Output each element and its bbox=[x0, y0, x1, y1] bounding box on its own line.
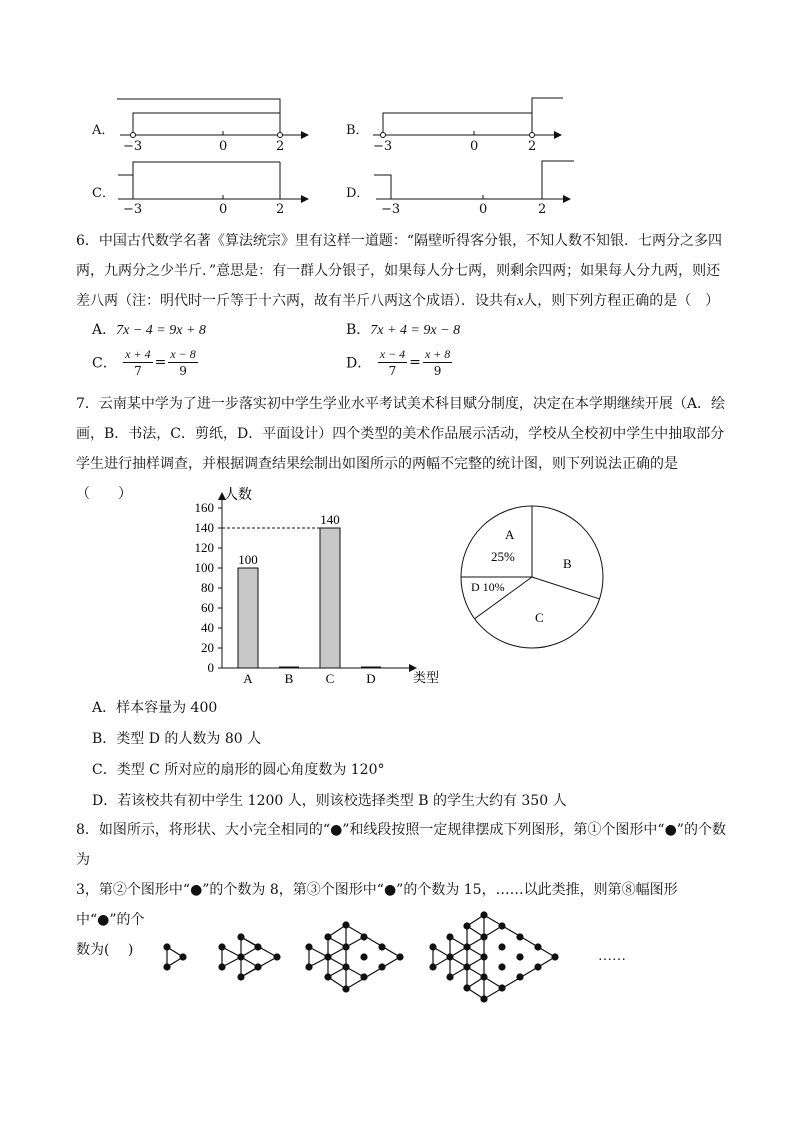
x-category-label: C bbox=[325, 671, 335, 686]
y-tick-label: 140 bbox=[194, 520, 214, 535]
tick-label: 0 bbox=[219, 202, 228, 217]
dot-pattern-figures bbox=[0, 905, 794, 1015]
tick-label: 0 bbox=[470, 139, 479, 154]
y-tick-label: 160 bbox=[194, 500, 214, 515]
y-tick-label: 60 bbox=[201, 600, 214, 615]
y-axis-label: 人数 bbox=[224, 488, 252, 503]
bar-c bbox=[320, 528, 340, 668]
tick-label: 0 bbox=[479, 202, 488, 217]
q7-option-d[interactable]: D．若该校共有初中学生 1200 人，则该校选择类型 B 的学生大约有 350 人 bbox=[92, 793, 567, 809]
q7-option-a[interactable]: A．样本容量为 400 bbox=[92, 700, 218, 716]
number-line-b bbox=[373, 98, 563, 138]
x-category-label: A bbox=[243, 671, 253, 686]
tick-label: 2 bbox=[276, 202, 285, 217]
y-tick-label: 0 bbox=[207, 660, 214, 675]
tick-label: 2 bbox=[538, 202, 547, 217]
y-tick-label: 100 bbox=[194, 560, 214, 575]
y-tick-label: 80 bbox=[201, 580, 214, 595]
q6-line-2: 两，九两分之少半斤．”意思是：有一群人分银子，如果每人分七两，则剩余四两；如果每人分九两，则还 bbox=[76, 263, 721, 279]
q7-line-3: 学生进行抽样调查，并根据调查结果绘制出如图所示的两幅不完整的统计图，则下列说法正确的是（ ） bbox=[76, 456, 678, 502]
figure-4 bbox=[430, 912, 558, 1002]
q8-line-1: 8．如图所示，将形状、大小完全相同的“●”和线段按照一定规律摆成下列图形，第①个图形中“●”的个数为 bbox=[76, 822, 726, 868]
number-line-c bbox=[118, 162, 308, 199]
number-line-d bbox=[374, 161, 574, 199]
x-category-label: D bbox=[366, 671, 376, 686]
tick-label: 2 bbox=[276, 139, 285, 154]
tick-label: 0 bbox=[219, 139, 228, 154]
x-axis-label: 类型 bbox=[413, 670, 440, 685]
pie-label-d: D 10% bbox=[471, 580, 505, 594]
bar-a bbox=[238, 568, 258, 668]
number-lines-svg bbox=[0, 0, 794, 225]
q8-line-3: 数为( ) bbox=[76, 942, 134, 958]
q6-option-a[interactable]: A．7x − 4 = 9x + 8 bbox=[92, 322, 206, 338]
q6-line-1: 6．中国古代数学名著《算法统宗》里有这样一道题：“隔壁听得客分银，不知人数不知银．七两分之多四 bbox=[76, 233, 723, 249]
option-d-label: D． bbox=[346, 186, 370, 201]
figure-2 bbox=[219, 934, 280, 980]
q6-option-c[interactable]: C． $\frac{x + 4}{7}$ = $\frac{x - 8}{9}$ bbox=[92, 347, 196, 378]
pie-label-c: C bbox=[535, 610, 544, 625]
q8-line-2: 3，第②个图形中“●”的个数为 8，第③个图形中“●”的个数为 15，……以此类推，则第⑧幅图形中“●”的个 bbox=[76, 882, 678, 928]
pie-label-a: A bbox=[505, 527, 515, 542]
option-a-label: A． bbox=[92, 123, 115, 138]
q7-line-2: 画，B．书法，C．剪纸，D．平面设计）四个类型的美术作品展示活动，学校从全校初中学生中抽取部分 bbox=[76, 426, 725, 442]
question-6 bbox=[76, 226, 726, 317]
q7-line-1: 7．云南某中学为了进一步落实初中学生学业水平考试美术科目赋分制度，决定在本学期继续开展（A．绘 bbox=[76, 396, 726, 412]
bar-data-label: 140 bbox=[320, 512, 340, 527]
q6-line-3: 差八两（注：明代时一斤等于十六两，故有半斤八两这个成语）．设共有x人，则下列方程正确的是（ ） bbox=[76, 293, 720, 309]
y-tick-label: 120 bbox=[194, 540, 214, 555]
bar-chart bbox=[180, 485, 450, 690]
x-category-label: B bbox=[284, 671, 294, 686]
y-tick-label: 20 bbox=[201, 640, 214, 655]
tick-label: −3 bbox=[123, 139, 143, 154]
tick-label: 2 bbox=[528, 139, 537, 154]
q7-option-c[interactable]: C．类型 C 所对应的扇形的圆心角度数为 120° bbox=[92, 762, 385, 778]
q7-option-b[interactable]: B．类型 D 的人数为 80 人 bbox=[92, 731, 262, 747]
tick-label: −3 bbox=[381, 202, 401, 217]
option-b-label: B． bbox=[346, 123, 369, 138]
tick-label: −3 bbox=[373, 139, 393, 154]
number-line-a bbox=[117, 99, 308, 138]
pie-label-b: B bbox=[563, 556, 572, 571]
y-tick-label: 40 bbox=[201, 620, 214, 635]
q6-option-b[interactable]: B．7x + 4 = 9x − 8 bbox=[346, 322, 461, 338]
pie-label-a-percent: 25% bbox=[491, 549, 515, 564]
figure-3 bbox=[306, 922, 403, 992]
option-c-label: C． bbox=[92, 186, 115, 201]
q6-option-d[interactable]: D． $\frac{x - 4}{7}$ = $\frac{x + 8}{9}$ bbox=[346, 347, 451, 378]
tick-label: −3 bbox=[123, 202, 143, 217]
figure-1 bbox=[164, 944, 186, 970]
pie-chart bbox=[455, 500, 615, 660]
bar-data-label: 100 bbox=[238, 552, 258, 567]
figure-ellipsis: …… bbox=[598, 949, 626, 964]
